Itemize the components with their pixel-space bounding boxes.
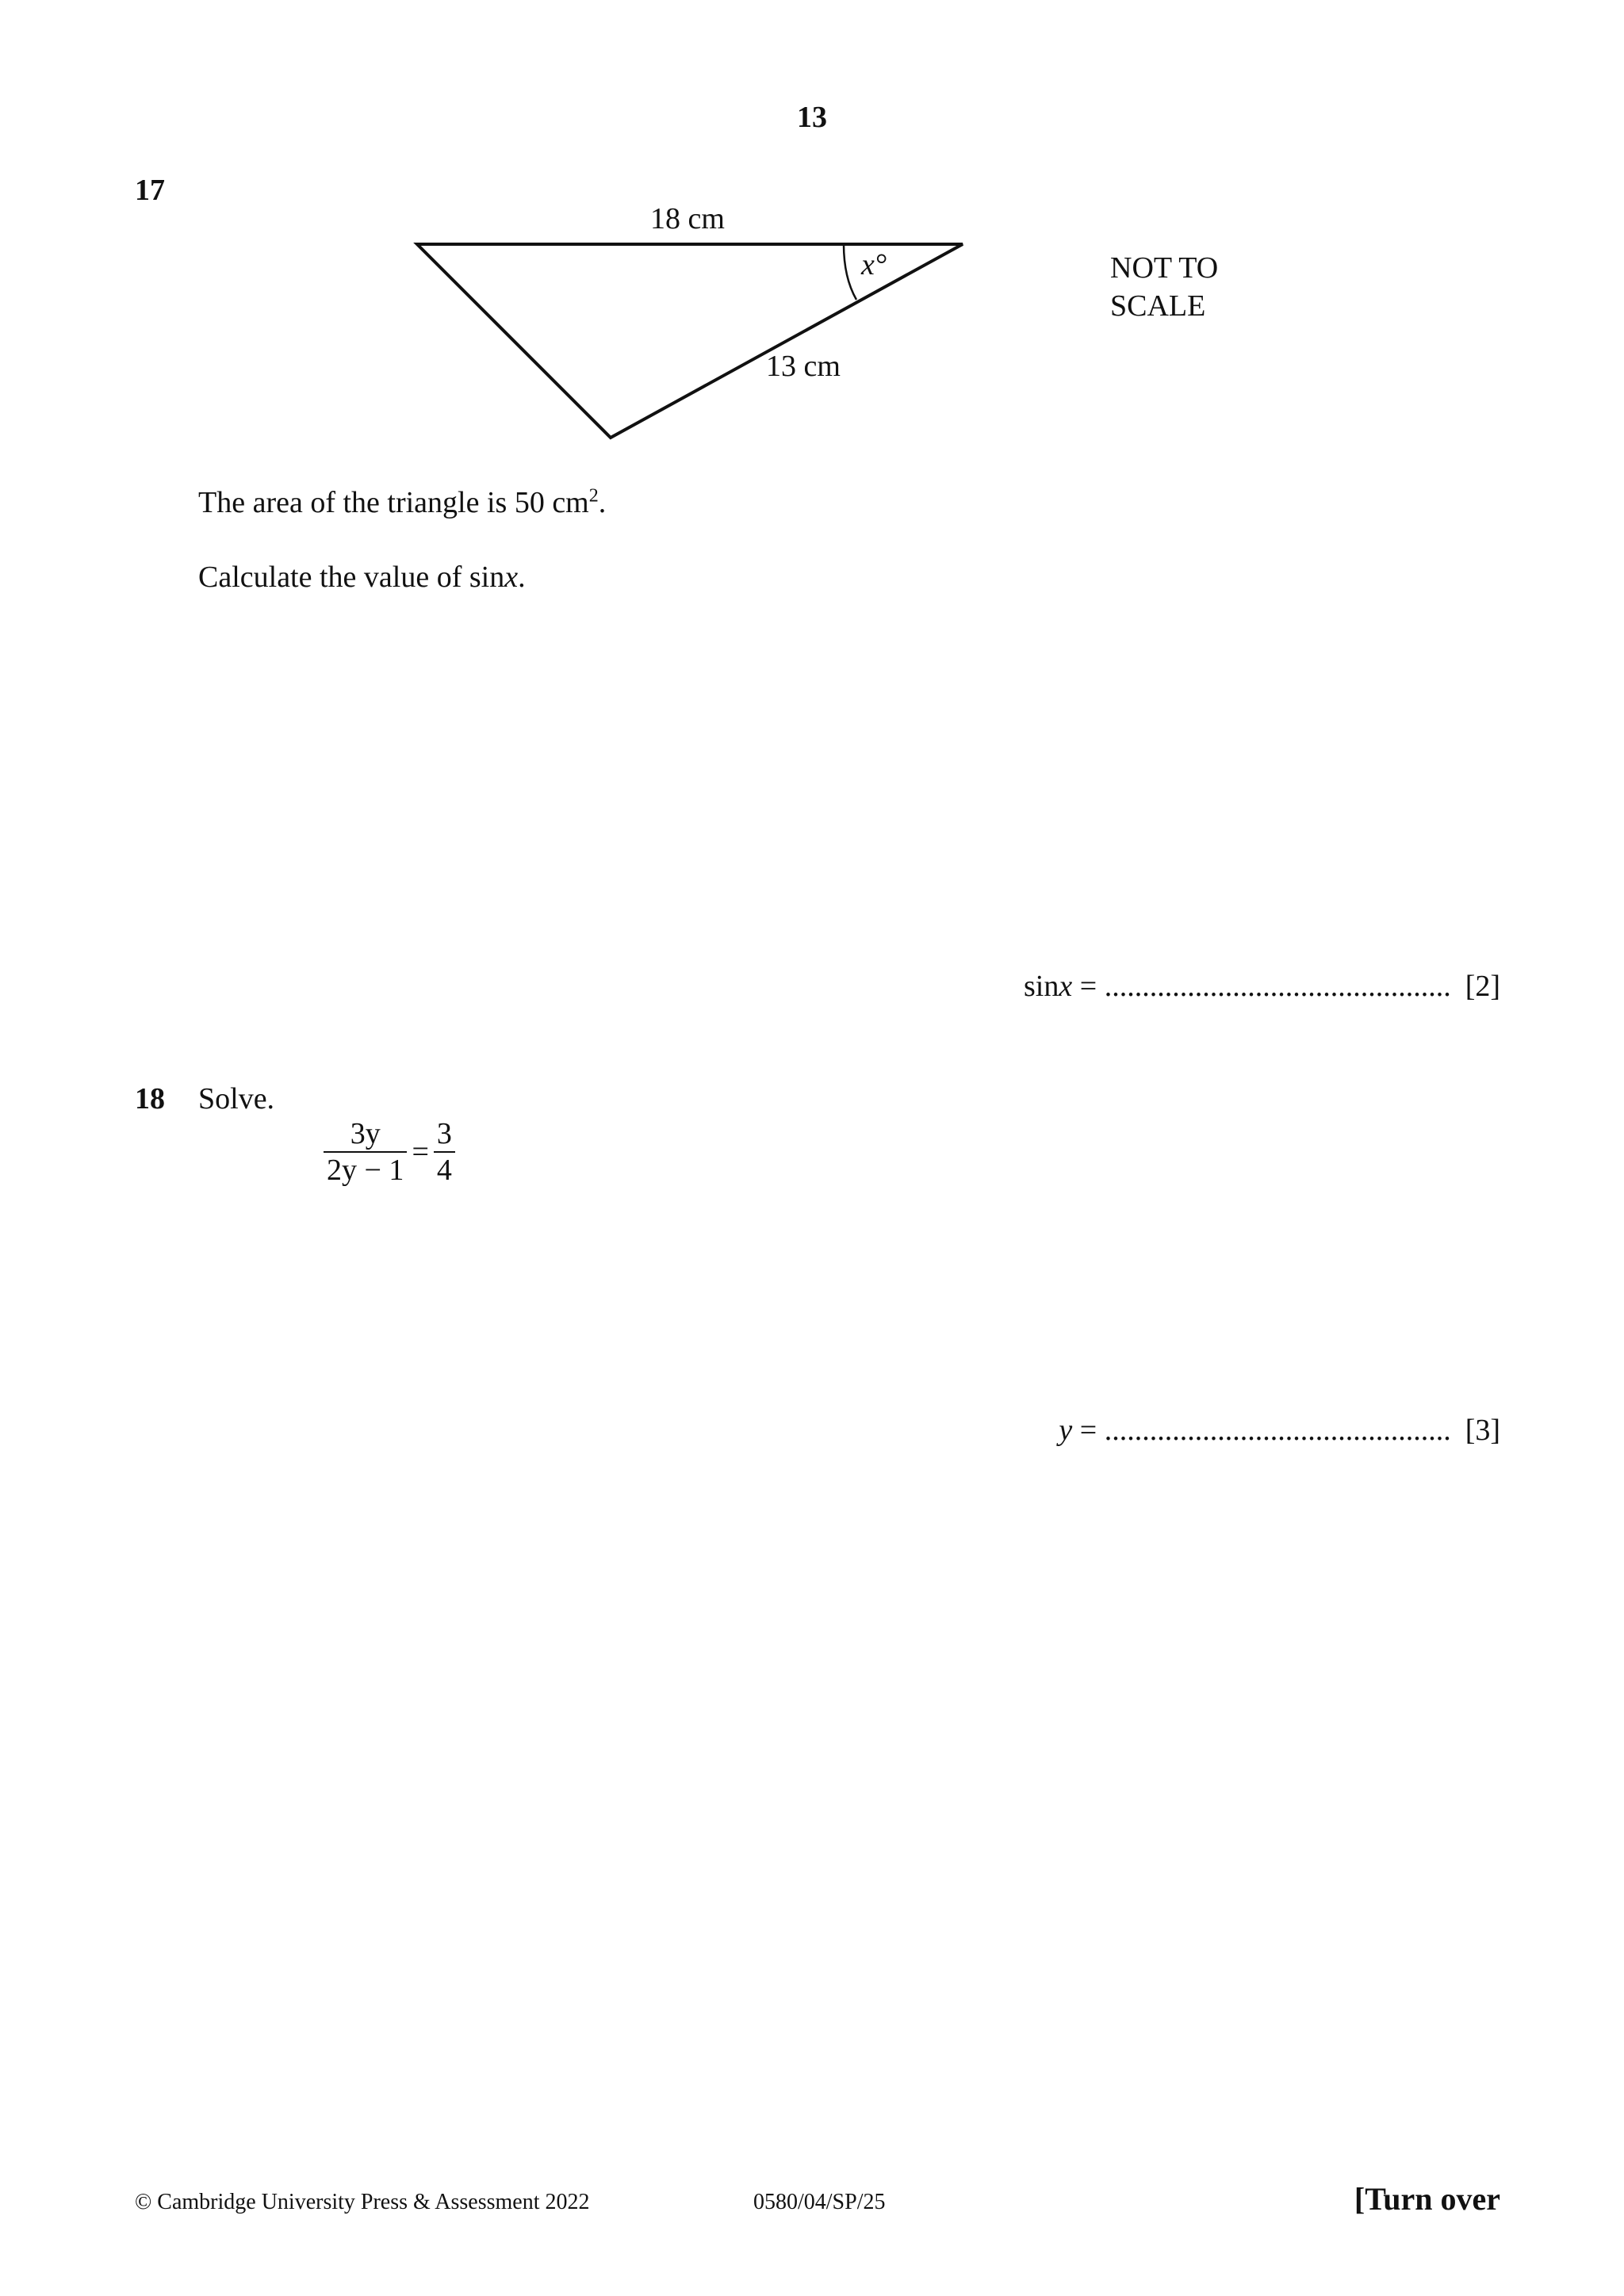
calc-variable: x — [504, 561, 519, 594]
area-exponent: 2 — [588, 485, 599, 507]
q17-answer-line — [1024, 969, 1500, 1004]
answer-equals: = — [1072, 1414, 1105, 1447]
side-label-18cm: 18 cm — [650, 202, 725, 235]
rhs-fraction — [434, 1116, 455, 1188]
lhs-denominator: 2y − 1 — [324, 1151, 407, 1188]
area-period: . — [598, 486, 607, 519]
q18-instruction: Solve. — [198, 1082, 275, 1115]
calc-period: . — [518, 561, 526, 594]
angle-label-x: x° — [861, 248, 887, 281]
q17-area-statement — [198, 485, 606, 520]
answer-variable: x — [1059, 970, 1073, 1003]
question-18-number: 18 — [135, 1082, 165, 1115]
equals-sign: = — [412, 1135, 429, 1169]
angle-arc — [844, 244, 856, 300]
answer-dots[interactable]: .............................................. — [1104, 1414, 1451, 1447]
lhs-numerator: 3y — [350, 1117, 381, 1150]
answer-equals: = — [1072, 970, 1105, 1003]
triangle-diagram — [0, 0, 1624, 476]
answer-dots[interactable]: .............................................. — [1104, 970, 1451, 1003]
lhs-fraction — [324, 1116, 407, 1188]
footer-paper-code: 0580/04/SP/25 — [753, 2190, 886, 2214]
q17-instruction — [198, 560, 526, 595]
question-17-number: 17 — [135, 174, 165, 207]
rhs-denominator: 4 — [434, 1151, 455, 1188]
answer-marks: [3] — [1465, 1414, 1500, 1447]
side-label-13cm: 13 cm — [766, 350, 841, 383]
q18-equation — [324, 1116, 455, 1188]
footer-turn-over: [Turn over — [1354, 2181, 1500, 2217]
footer-copyright: © Cambridge University Press & Assessment 2022 — [135, 2190, 590, 2214]
not-to-scale-note — [1110, 249, 1218, 325]
not-to-scale-line-2: SCALE — [1110, 289, 1206, 323]
area-text: The area of the triangle is 50 cm — [198, 486, 589, 519]
page-number: 13 — [797, 101, 827, 134]
q18-answer-line — [1059, 1413, 1500, 1448]
answer-sin: sin — [1024, 970, 1059, 1003]
not-to-scale-line-1: NOT TO — [1110, 251, 1219, 285]
rhs-numerator: 3 — [436, 1117, 452, 1150]
answer-marks: [2] — [1465, 970, 1500, 1003]
calc-text: Calculate the value of sin — [198, 561, 505, 594]
answer-variable: y — [1059, 1414, 1073, 1447]
